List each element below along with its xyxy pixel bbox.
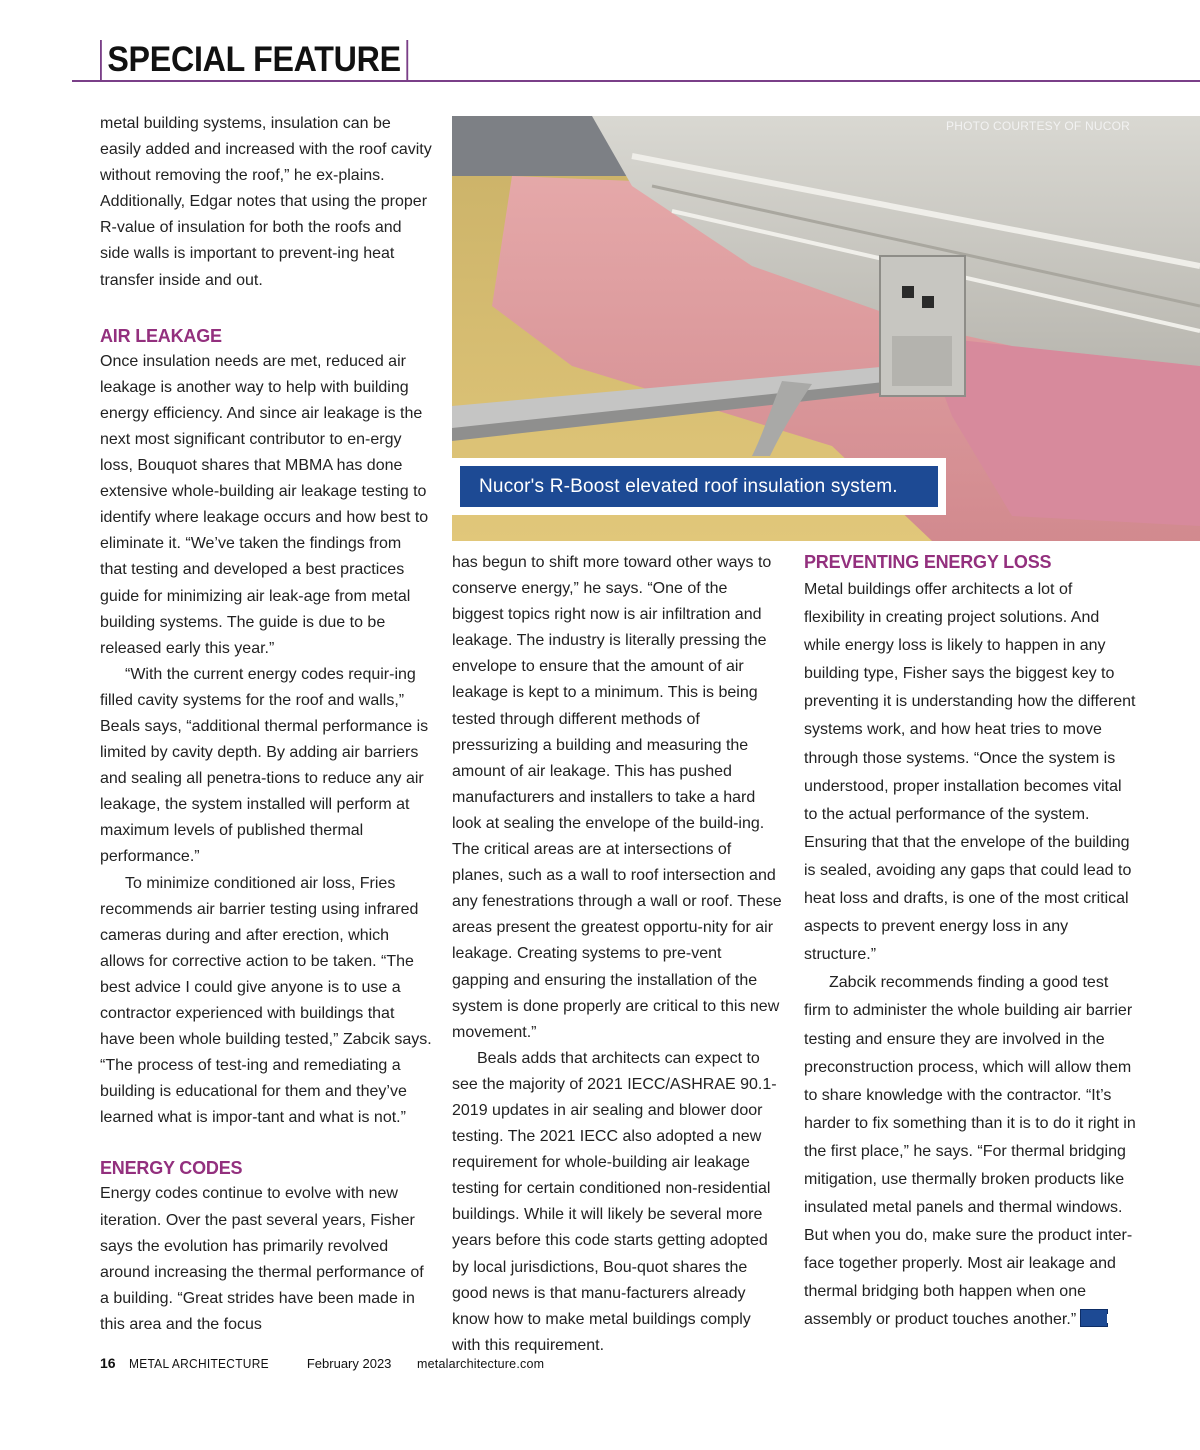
subhead-preventing-energy-loss: PREVENTING ENERGY LOSS (804, 552, 1052, 572)
roof-insulation-photo (452, 116, 1200, 541)
photo-caption: Nucor's R-Boost elevated roof insulation system. (460, 466, 938, 507)
issue-date: February 2023 (306, 1356, 392, 1371)
paragraph-text: Zabcik recommends finding a good test firm to administer the whole building air barrier testing and ensure they are involved in the preconstruction process, which will allow them to share knowledge with the contractor. “It’s harder to fix something than it is to do it right in the first place,” he says. “For thermal bridging mitigation, use thermally broken products like insulated metal panels and thermal windows. But when you do, make sure the product inter-face together properly. Most air leakage and thermal bridging both happen when one assembly or product touches another.” (804, 974, 1136, 1329)
page-footer (100, 1355, 544, 1371)
paragraph: metal building systems, insulation can be easily added and increased with the roof cavity without removing the roof,” he ex-plains. Additionally, Edgar notes that using the proper R-value of insulation for both the roofs and side walls is important to prevent-ing heat transfer inside and out. (100, 115, 432, 289)
paragraph (804, 969, 1136, 1334)
paragraph: Beals adds that architects can expect to see the majority of 2021 IECC/ASHRAE 90.1-2019 updates in air sealing and blower door testing. The 2021 IECC also adopted a new requirement for whole-building air leakage testing for certain conditioned non-residential buildings. While it will likely be several more years before this code starts getting adopted by local jurisdictions, Bou-quot shares the good news is that manu-facturers already know how to make metal buildings comply with this requirement. (452, 1049, 777, 1354)
page-header (72, 36, 1200, 82)
article-column-3 (804, 550, 1136, 1335)
subhead-air-leakage: AIR LEAKAGE (100, 325, 222, 346)
caption-box (452, 458, 946, 515)
paragraph: Metal buildings offer architects a lot of flexibility in creating project solutions. And while energy loss is likely to happen in any building type, Fisher says the biggest key to preventing it is understanding how the different systems work, and how heat tries to move through those systems. “Once the system is understood, proper installation becomes vital to the actual performance of the system. Ensuring that that the envelope of the building is sealed, avoiding any gaps that could lead to heat loss and drafts, is one of the most critical aspects to prevent energy loss in any structure.” (804, 581, 1136, 964)
magazine-name: METAL ARCHITECTURE (129, 1356, 270, 1371)
paragraph: Energy codes continue to evolve with new iteration. Over the past several years, Fisher says the evolution has primarily revolved around increasing the thermal performance of a building. “Great strides have been made in this area and the focus (100, 1185, 424, 1333)
article-column-1 (100, 111, 432, 1338)
paragraph: Once insulation needs are met, reduced air leakage is another way to help with building energy efficiency. And since air leakage is the next most significant contributor to en-ergy loss, Bouquot shares that MBMA has done extensive whole-building air leakage testing to identify where leakage occurs and how best to eliminate it. “We’ve taken the findings from that testing and developed a best practices guide for minimizing air leak-age from metal building systems. The guide is due to be released early this year.” (100, 352, 429, 657)
subhead-energy-codes: ENERGY CODES (100, 1158, 243, 1179)
photo-credit: PHOTO COURTESY OF NUCOR (946, 119, 1130, 133)
article-column-2 (452, 550, 782, 1359)
section-label: SPECIAL FEATURE (100, 40, 408, 80)
paragraph: has begun to shift more toward other ways to conserve energy,” he says. “One of the biggest topics right now is air infiltration and leakage. The industry is literally pressing the envelope to ensure that the amount of air leakage is kept to a minimum. This is being tested through different methods of pressurizing a building and measuring the amount of air leakage. This has pushed manufacturers and installers to take a hard look at sealing the envelope of the build-ing. The critical areas are at intersections of planes, such as a wall to roof intersection and any fenestrations through a wall or roof. These areas present the greatest opportu-nity for air leakage. Creating systems to pre-vent gapping and ensuring the installation of the system is done properly are critical to this new movement.” (452, 554, 782, 1041)
website-url: metalarchitecture.com (417, 1357, 545, 1371)
paragraph: “With the current energy codes requir-ing filled cavity systems for the roof and walls,” Beals says, “additional thermal performance is limited by cavity depth. By adding air barriers and sealing all penetra-tions to reduce any air leakage, the system installed will perform at maximum levels of published thermal performance.” (100, 665, 429, 866)
page-number: 16 (100, 1355, 116, 1371)
paragraph: To minimize conditioned air loss, Fries recommends air barrier testing using infrared cameras during and after erection, which allows for corrective action to be taken. “The best advice I could give anyone is to use a contractor experienced with buildings that have been whole building tested,” Zabcik says. “The process of test-ing and remediating a building is educational for them and they’ve learned what is impor-tant and what is not.” (100, 874, 432, 1127)
end-of-article-logo: Ma (1080, 1309, 1108, 1327)
